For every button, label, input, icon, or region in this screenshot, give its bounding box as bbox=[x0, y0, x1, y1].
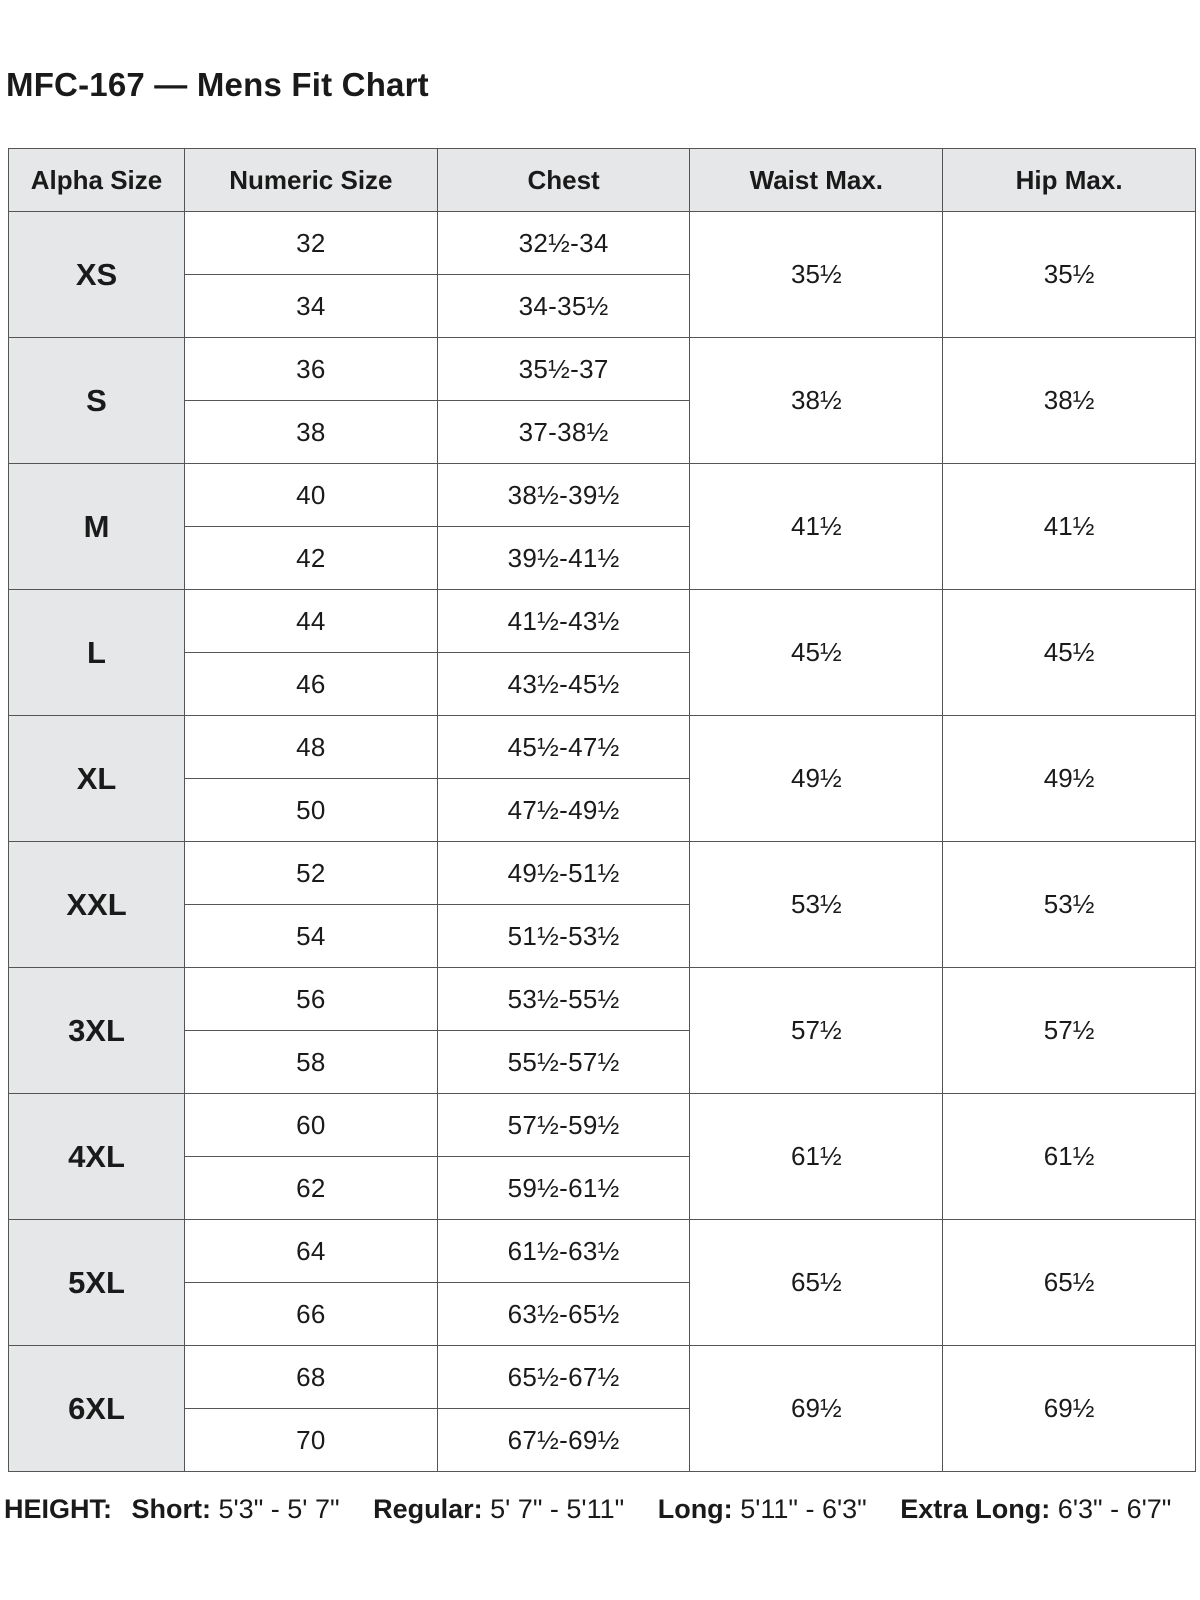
alpha-size-cell: XS bbox=[9, 212, 185, 338]
chest-cell: 51½-53½ bbox=[437, 905, 690, 968]
table-row bbox=[9, 212, 1196, 275]
waist-max-cell: 69½ bbox=[690, 1346, 943, 1472]
height-short-value: 5'3" - 5' 7" bbox=[218, 1494, 340, 1524]
table-row bbox=[9, 1220, 1196, 1283]
chest-cell: 55½-57½ bbox=[437, 1031, 690, 1094]
fit-chart-table bbox=[8, 148, 1196, 1472]
chest-cell: 61½-63½ bbox=[437, 1220, 690, 1283]
table-row bbox=[9, 716, 1196, 779]
alpha-size-cell: 6XL bbox=[9, 1346, 185, 1472]
numeric-size-cell: 44 bbox=[185, 590, 438, 653]
height-extra-long-label: Extra Long: bbox=[900, 1494, 1051, 1524]
numeric-size-cell: 62 bbox=[185, 1157, 438, 1220]
numeric-size-cell: 42 bbox=[185, 527, 438, 590]
numeric-size-cell: 34 bbox=[185, 275, 438, 338]
header-waist-max: Waist Max. bbox=[690, 149, 943, 212]
alpha-size-cell: XXL bbox=[9, 842, 185, 968]
header-hip-max: Hip Max. bbox=[943, 149, 1196, 212]
chest-cell: 57½-59½ bbox=[437, 1094, 690, 1157]
table-row bbox=[9, 1094, 1196, 1157]
chest-cell: 34-35½ bbox=[437, 275, 690, 338]
height-extra-long-value: 6'3" - 6'7" bbox=[1057, 1494, 1172, 1524]
waist-max-cell: 35½ bbox=[690, 212, 943, 338]
header-numeric-size: Numeric Size bbox=[185, 149, 438, 212]
chest-cell: 45½-47½ bbox=[437, 716, 690, 779]
waist-max-cell: 57½ bbox=[690, 968, 943, 1094]
numeric-size-cell: 40 bbox=[185, 464, 438, 527]
alpha-size-cell: 5XL bbox=[9, 1220, 185, 1346]
chest-cell: 53½-55½ bbox=[437, 968, 690, 1031]
height-short bbox=[132, 1494, 340, 1524]
waist-max-cell: 61½ bbox=[690, 1094, 943, 1220]
numeric-size-cell: 64 bbox=[185, 1220, 438, 1283]
chest-cell: 63½-65½ bbox=[437, 1283, 690, 1346]
height-regular-value: 5' 7" - 5'11" bbox=[490, 1494, 625, 1524]
hip-max-cell: 38½ bbox=[943, 338, 1196, 464]
table-row bbox=[9, 968, 1196, 1031]
numeric-size-cell: 32 bbox=[185, 212, 438, 275]
chest-cell: 65½-67½ bbox=[437, 1346, 690, 1409]
hip-max-cell: 41½ bbox=[943, 464, 1196, 590]
hip-max-cell: 49½ bbox=[943, 716, 1196, 842]
table-row bbox=[9, 590, 1196, 653]
chest-cell: 37-38½ bbox=[437, 401, 690, 464]
header-alpha-size: Alpha Size bbox=[9, 149, 185, 212]
waist-max-cell: 53½ bbox=[690, 842, 943, 968]
table-row bbox=[9, 338, 1196, 401]
numeric-size-cell: 60 bbox=[185, 1094, 438, 1157]
height-regular-label: Regular: bbox=[373, 1494, 483, 1524]
chest-cell: 41½-43½ bbox=[437, 590, 690, 653]
chest-cell: 39½-41½ bbox=[437, 527, 690, 590]
hip-max-cell: 57½ bbox=[943, 968, 1196, 1094]
numeric-size-cell: 68 bbox=[185, 1346, 438, 1409]
numeric-size-cell: 50 bbox=[185, 779, 438, 842]
waist-max-cell: 49½ bbox=[690, 716, 943, 842]
chest-cell: 43½-45½ bbox=[437, 653, 690, 716]
hip-max-cell: 53½ bbox=[943, 842, 1196, 968]
numeric-size-cell: 38 bbox=[185, 401, 438, 464]
hip-max-cell: 61½ bbox=[943, 1094, 1196, 1220]
chest-cell: 47½-49½ bbox=[437, 779, 690, 842]
header-chest: Chest bbox=[437, 149, 690, 212]
height-label: HEIGHT: bbox=[4, 1494, 112, 1524]
alpha-size-cell: 4XL bbox=[9, 1094, 185, 1220]
table-body bbox=[9, 212, 1196, 1472]
table-row bbox=[9, 842, 1196, 905]
chest-cell: 49½-51½ bbox=[437, 842, 690, 905]
alpha-size-cell: S bbox=[9, 338, 185, 464]
hip-max-cell: 45½ bbox=[943, 590, 1196, 716]
height-regular bbox=[373, 1494, 624, 1524]
waist-max-cell: 45½ bbox=[690, 590, 943, 716]
page-title: MFC-167 — Mens Fit Chart bbox=[6, 66, 429, 103]
table-row bbox=[9, 464, 1196, 527]
numeric-size-cell: 58 bbox=[185, 1031, 438, 1094]
numeric-size-cell: 46 bbox=[185, 653, 438, 716]
chest-cell: 67½-69½ bbox=[437, 1409, 690, 1472]
hip-max-cell: 35½ bbox=[943, 212, 1196, 338]
chest-cell: 59½-61½ bbox=[437, 1157, 690, 1220]
height-footer bbox=[4, 1494, 1197, 1525]
table-row bbox=[9, 1346, 1196, 1409]
height-long bbox=[658, 1494, 867, 1524]
chest-cell: 35½-37 bbox=[437, 338, 690, 401]
height-short-label: Short: bbox=[131, 1494, 211, 1524]
alpha-size-cell: L bbox=[9, 590, 185, 716]
height-long-value: 5'11" - 6'3" bbox=[740, 1494, 867, 1524]
chest-cell: 38½-39½ bbox=[437, 464, 690, 527]
chest-cell: 32½-34 bbox=[437, 212, 690, 275]
alpha-size-cell: M bbox=[9, 464, 185, 590]
hip-max-cell: 69½ bbox=[943, 1346, 1196, 1472]
height-extra-long bbox=[900, 1494, 1171, 1524]
waist-max-cell: 38½ bbox=[690, 338, 943, 464]
waist-max-cell: 41½ bbox=[690, 464, 943, 590]
numeric-size-cell: 48 bbox=[185, 716, 438, 779]
table-header-row bbox=[9, 149, 1196, 212]
numeric-size-cell: 54 bbox=[185, 905, 438, 968]
numeric-size-cell: 36 bbox=[185, 338, 438, 401]
alpha-size-cell: 3XL bbox=[9, 968, 185, 1094]
numeric-size-cell: 66 bbox=[185, 1283, 438, 1346]
numeric-size-cell: 52 bbox=[185, 842, 438, 905]
alpha-size-cell: XL bbox=[9, 716, 185, 842]
numeric-size-cell: 70 bbox=[185, 1409, 438, 1472]
waist-max-cell: 65½ bbox=[690, 1220, 943, 1346]
numeric-size-cell: 56 bbox=[185, 968, 438, 1031]
hip-max-cell: 65½ bbox=[943, 1220, 1196, 1346]
height-long-label: Long: bbox=[657, 1494, 733, 1524]
